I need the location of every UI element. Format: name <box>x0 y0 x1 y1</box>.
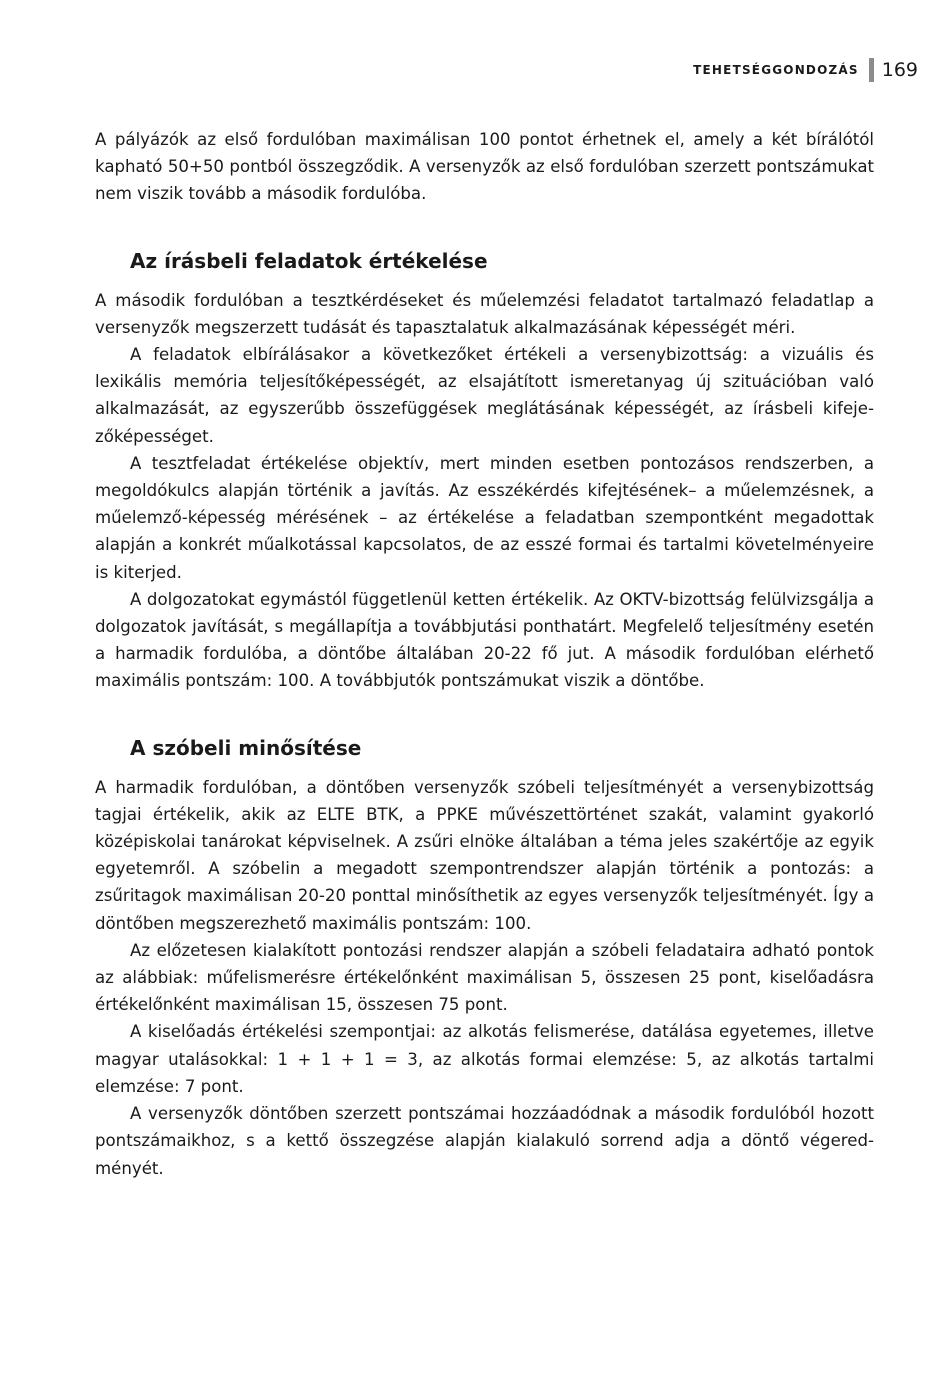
intro-paragraph: A pályázók az első fordulóban maximálisan 100 pontot érhetnek el, amely a két bírálótól kapható 50+50 pontból összegződik. A versenyzők az első fordulóban szerzett pontszámukat nem viszik tovább a második fordulóba. <box>95 130 874 204</box>
body-paragraph: A dolgozatokat egymástól függetlenül ketten értékelik. Az OKTV-bizottság felülvizsgálja a dolgozatok javítását, s megállapítja a továbbjutási ponthatárt. Megfelelő teljesítmény esetén a harmadik fordulóba, a döntőbe általában 20-22 fő jut. A második fordulóban elérhető maximális pontszám: 100. A továbbjutók pontszámukat viszik a döntőbe. <box>95 589 874 691</box>
body-paragraph: A feladatok elbírálásakor a következőket értékeli a versenybizottság: a vizuális és lexikális memória teljesítőképességét, az elsajátított ismeretanyag új szituációban való alkalmazását, az egyszerűbb összefüggések meglátásának képességét, az írásbeli kifejezőképességet. <box>95 345 874 446</box>
body-paragraph: A tesztfeladat értékelése objektív, mert minden esetben pontozásos rendszerben, a megoldókulcs alapján történik a javítás. Az esszékérdés kifejtésének– a műelemzésnek, a műelemző-képesség mérésének – az értékelése a feladatban szempontként megadottak alapján a konkrét műalkotással kapcsolatos, de az esszé formai és tartalmi követelményeire is kiterjed. <box>95 453 874 582</box>
page-number: 169 <box>881 59 918 81</box>
page-body <box>95 126 874 1182</box>
section-heading-written-evaluation: Az írásbeli feladatok értékelése <box>130 248 488 273</box>
body-paragraph: A versenyzők döntőben szerzett pontszámai hozzáadódnak a második fordulóból hozott pontszámaikhoz, s a kettő összegzése alapján kialakuló sorrend adja a döntő végeredményét. <box>95 1104 874 1178</box>
body-paragraph: Az előzetesen kialakított pontozási rendszer alapján a szóbeli feladataira adható pontok az alábbiak: műfelismerésre értékelőnként maximálisan 5, összesen 25 pont, kiselőadásra értékelőnként maximálisan 15, összesen 75 pont. <box>95 940 874 1015</box>
body-paragraph: A kiselőadás értékelési szempontjai: az alkotás felismerése, datálása egyetemes, illetve magyar utalásokkal: 1 + 1 + 1 = 3, az alkotás formai elemzése: 5, az alkotás tartalmi elemzése: 7 pont. <box>95 1022 874 1096</box>
running-section-title: TEHETSÉGGONDOZÁS <box>693 63 859 77</box>
body-paragraph: A harmadik fordulóban, a döntőben versenyzők szóbeli teljesítményét a versenybizottság tagjai értékelik, akik az ELTE BTK, a PPKE művészettörténet szakát, valamint gyakorló középiskolai tanárokat képviselnek. A zsűri elnöke általában a téma jeles szakértője az egyik egyetemről. A szóbelin a megadott szempontrendszer alapján történik a pontozás: a zsűritagok maximálisan 20-20 ponttal minősíthetik az egyes versenyzők teljesítményét. Így a döntőben megszerezhető maximális pontszám: 100. <box>95 777 874 933</box>
section-heading-oral-evaluation: A szóbeli minősítése <box>130 735 362 760</box>
body-paragraph: A második fordulóban a tesztkérdéseket és műelemzési feladatot tartalmazó feladatlap a versenyzők megszerzett tudását és tapasztalatuk alkalmazásának képességét méri. <box>95 290 874 337</box>
header-divider-bar <box>869 58 874 82</box>
running-header <box>693 56 918 84</box>
